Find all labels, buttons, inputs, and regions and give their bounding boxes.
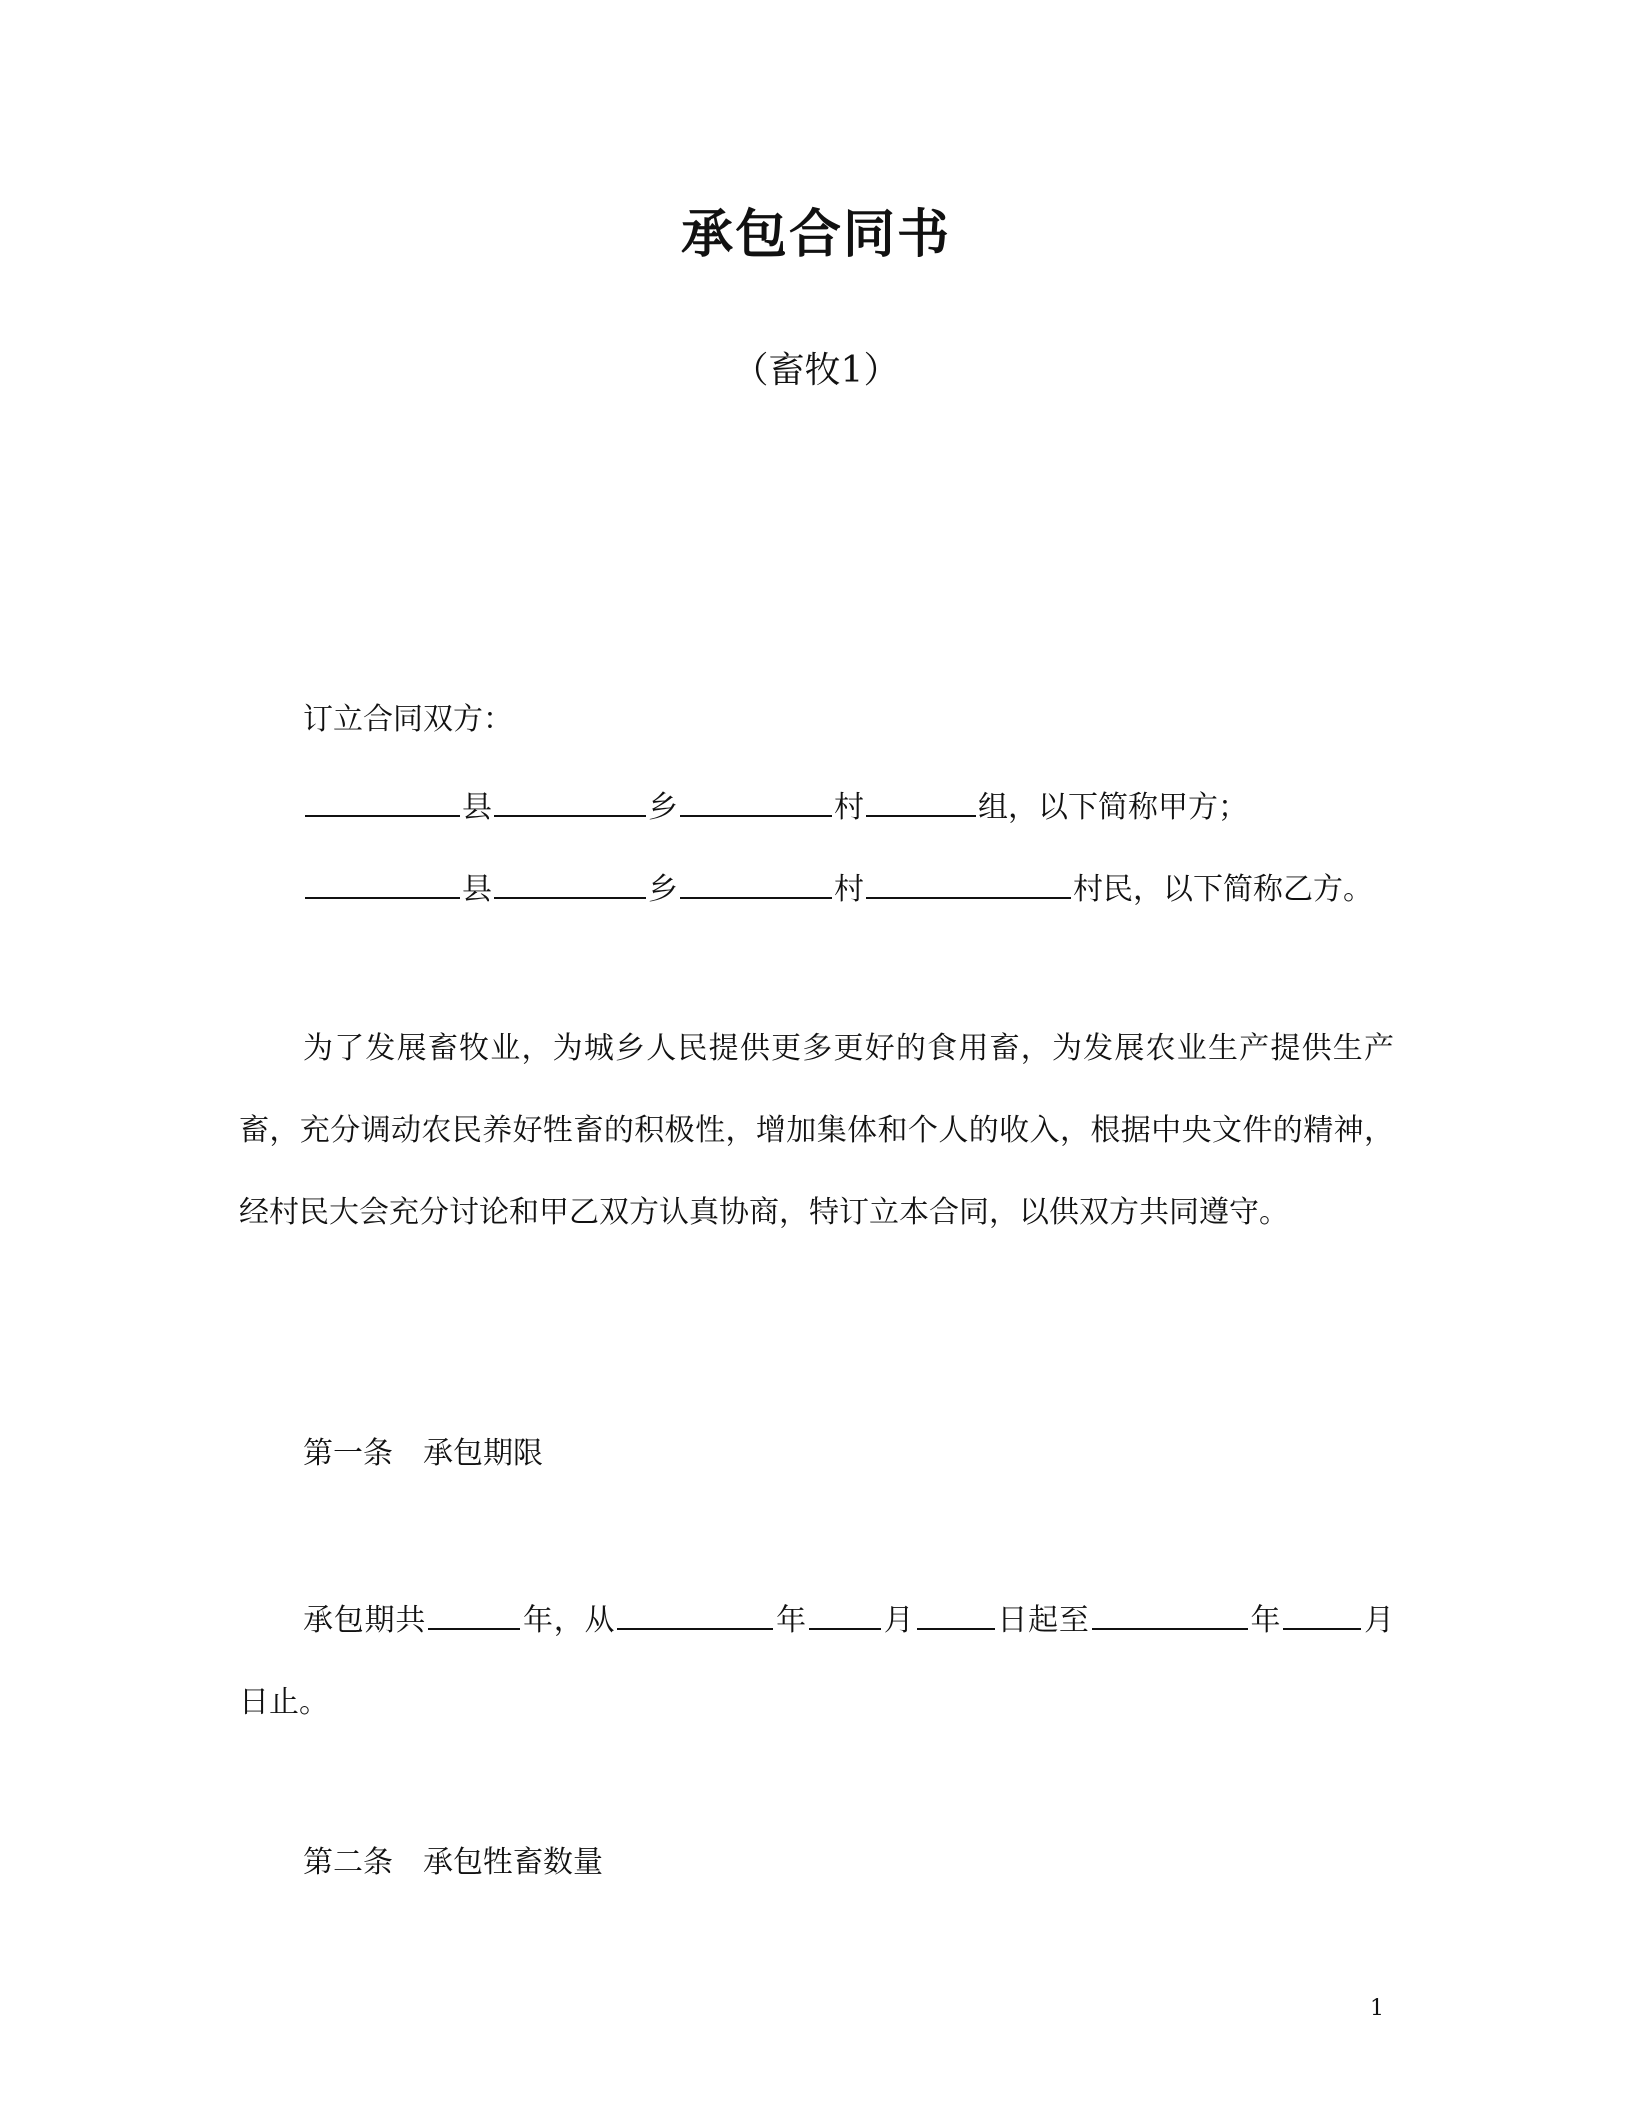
end-month-label: 月 xyxy=(1363,1603,1395,1638)
start-year-label: 年 xyxy=(775,1603,807,1638)
party-b-line xyxy=(303,863,1373,910)
term-years-label: 年，从 xyxy=(522,1603,616,1638)
parties-heading: 订立合同双方： xyxy=(303,702,513,737)
township-blank xyxy=(494,863,646,899)
party-a-township-label: 乡 xyxy=(648,790,678,825)
party-a-county-label: 县 xyxy=(462,790,492,825)
end-month-blank xyxy=(1283,1594,1361,1630)
village-blank xyxy=(680,781,832,817)
end-day-label: 日止。 xyxy=(239,1685,329,1720)
article2-heading: 第二条 承包牲畜数量 xyxy=(303,1845,603,1880)
term-start-label: 承包期共 xyxy=(303,1603,427,1638)
end-year-blank xyxy=(1092,1594,1248,1630)
document-subtitle: （畜牧1） xyxy=(732,350,900,391)
article1-heading: 第一条 承包期限 xyxy=(303,1436,543,1471)
party-a-line xyxy=(303,781,1248,828)
party-a-village-label: 村 xyxy=(834,790,864,825)
party-a-group-label: 组，以下简称甲方； xyxy=(978,790,1248,825)
township-blank xyxy=(494,781,646,817)
page-number: 1 xyxy=(1370,1996,1384,2021)
start-day-label: 日起至 xyxy=(996,1603,1090,1638)
party-b-villager-label: 村民，以下简称乙方。 xyxy=(1073,872,1373,907)
group-blank xyxy=(866,781,976,817)
county-blank xyxy=(305,863,460,899)
preamble-paragraph: 为了发展畜牧业，为城乡人民提供更多更好的食用畜，为发展农业生产提供生产畜，充分调动农民养好牲畜的积极性，增加集体和个人的收入，根据中央文件的精神，经村民大会充分讨论和甲乙双方认真协商，特订立本合同，以供双方共同遵守。 xyxy=(239,1031,1394,1230)
term-years-blank xyxy=(428,1594,520,1630)
start-day-blank xyxy=(917,1594,995,1630)
villager-name-blank xyxy=(866,863,1071,899)
end-year-label: 年 xyxy=(1249,1603,1282,1638)
village-blank xyxy=(680,863,832,899)
article1-paragraph xyxy=(239,1580,1394,1744)
party-b-village-label: 村 xyxy=(834,872,864,907)
start-year-blank xyxy=(617,1594,773,1630)
county-blank xyxy=(305,781,460,817)
party-b-county-label: 县 xyxy=(462,872,492,907)
start-month-blank xyxy=(809,1594,881,1630)
document-title: 承包合同书 xyxy=(680,205,951,265)
party-b-township-label: 乡 xyxy=(648,872,678,907)
start-month-label: 月 xyxy=(882,1603,915,1638)
